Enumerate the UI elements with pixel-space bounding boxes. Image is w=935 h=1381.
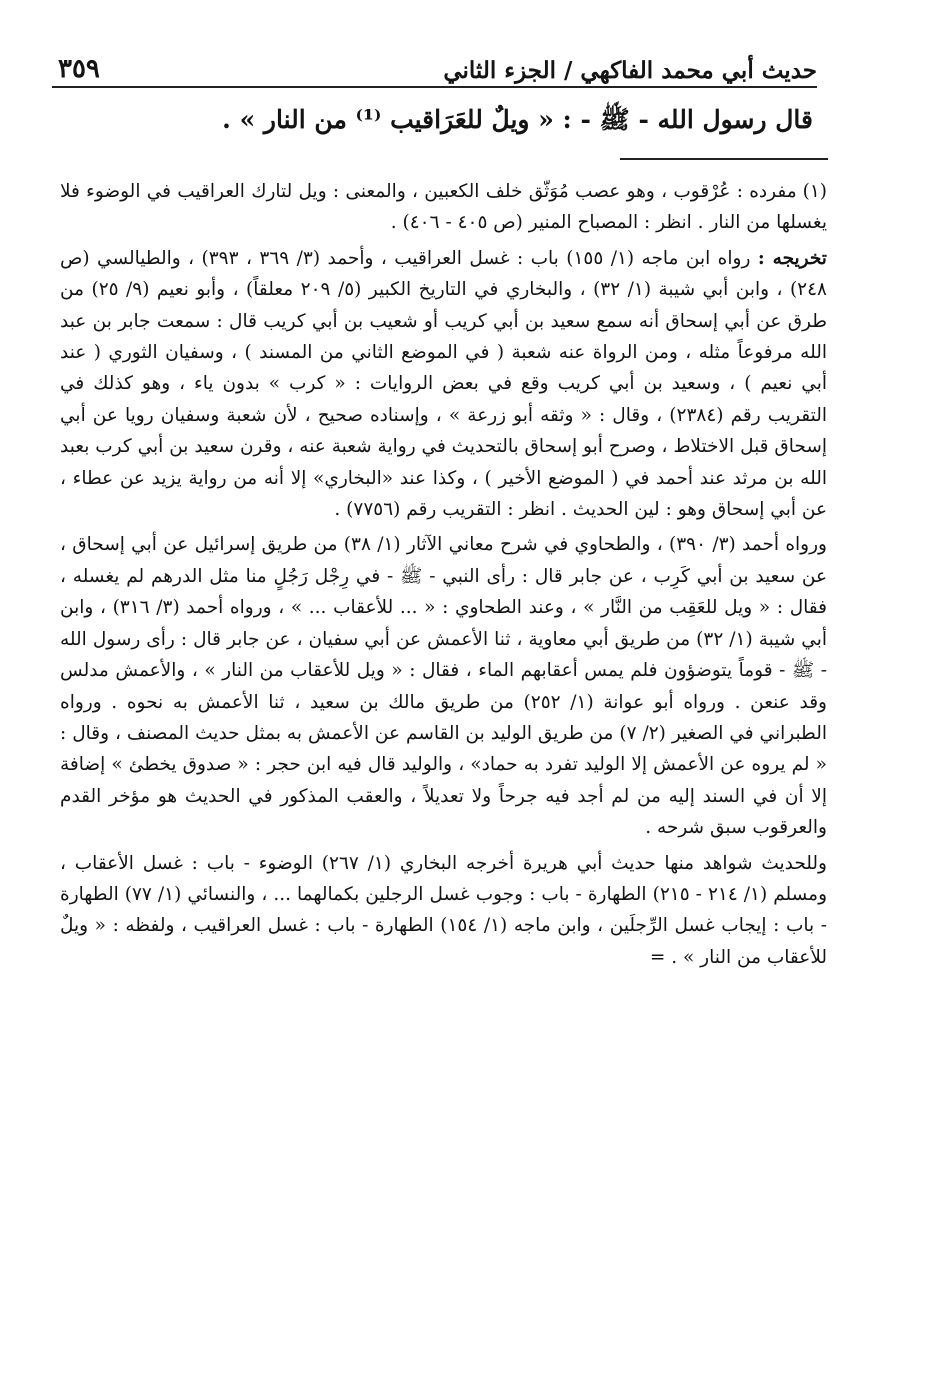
footnote-definition: مفرده : عُرْقوب ، وهو عصب مُوَثّق خلف الكعبين ، والمعنى : ويل لتارك العراقيب في الوضوء فلا يغسلها من النار . انظر : المصباح المنير (ص ٤٠٥ - ٤٠٦) .: [60, 181, 827, 234]
footnote-separator: [620, 158, 828, 160]
footnote-definition-paragraph: [60, 176, 827, 239]
page-number: ٣٥٩: [58, 54, 100, 84]
takhrij-label: تخريجه :: [757, 247, 827, 269]
header-title: حديث أبي محمد الفاكهي / الجزء الثاني: [443, 57, 817, 84]
running-header: [58, 40, 817, 84]
footnote-paragraph-3: وللحديث شواهد منها حديث أبي هريرة أخرجه البخاري (١/ ٢٦٧) الوضوء - باب : غسل الأعقاب ، ومسلم (١/ ٢١٤ - ٢١٥) الطهارة - باب : وجوب غسل الرجلين بكمالهما ... ، والنسائي (١/ ٧٧) الطهارة - باب : إيجاب غسل الرِّجلَين ، وابن ماجه (١/ ١٥٤) الطهارة - باب : غسل العراقيب ، ولفظه : « ويلٌ للأعقاب من النار » . =: [60, 852, 827, 968]
takhrij-paragraph: [60, 243, 827, 526]
footnote-number: (١): [802, 181, 827, 202]
footnotes: [60, 176, 827, 973]
footnote-paragraph-2: ورواه أحمد (٣/ ٣٩٠) ، والطحاوي في شرح معاني الآثار (١/ ٣٨) من طريق إسرائيل عن أبي إسحاق ، عن سعيد بن أبي كَرِب ، عن جابر قال : رأى النبي - ﷺ - في رِجْل رَجُلٍ منا مثل الدرهم لم يغسله ، فقال : « ويل للعَقِب من النَّار » ، وعند الطحاوي : « ... للأعقاب ... » ، ورواه أحمد (٣/ ٣١٦) ، وابن أبي شيبة (١/ ٣٢) من طريق أبي معاوية ، ثنا الأعمش عن أبي سفيان ، عن جابر قال : رأى رسول الله - ﷺ - قوماً يتوضؤون فلم يمس أعقابهم الماء ، فقال : « ويل للأعقاب من النار » ، والأعمش مدلس وقد عنعن . ورواه أبو عوانة (١/ ٢٥٢) من طريق مالك بن سعيد ، ثنا الأعمش به نحوه . ورواه الطبراني في الصغير (٢/ ٧) من طريق الوليد بن القاسم عن الأعمش به بمثل حديث المصنف ، وقال : « لم يروه عن الأعمش إلا الوليد تفرد به حماد» ، والوليد قال فيه ابن حجر : « صدوق يخطئ » إضافة إلا أن في السند إليه من لم أجد فيه جرحاً ولا تعديلاً ، والعقب المذكور في الحديث هو مؤخر القدم والعرقوب سبق شرحه .: [60, 534, 827, 839]
hadith-text: قال رسول الله - ﷺ - : « ويلٌ للعَرَاقيب ⁽¹⁾ من النار » .: [222, 105, 813, 134]
header-rule: [52, 86, 817, 88]
takhrij-text: رواه ابن ماجه (١/ ١٥٥) باب : غسل العراقيب ، وأحمد (٣/ ٣٦٩ ، ٣٩٣) ، والطيالسي (ص ٢٤٨) ، وابن أبي شيبة (١/ ٣٢) ، والبخاري في التاريخ الكبير (٥/ ٢٠٩ معلقاً) ، وأبو نعيم (٩/ ٢٥) من طرق عن أبي إسحاق أنه سمع سعيد بن أبي كريب أو شعيب بن أبي كريب قال : سمعت جابر بن عبد الله مرفوعاً مثله ، ومن الرواة عنه شعبة ( في الموضع الثاني من المسند ) ، وسفيان الثوري ( عند أبي نعيم ) ، وسعيد بن أبي كريب وقع في بعض الروايات : « كرب » بدون ياء ، وهو كذلك في التقريب رقم (٢٣٨٤) ، وقال : « وثقه أبو زرعة » ، وإسناده صحيح ، لأن شعبة وسفيان رويا عن أبي إسحاق قبل الاختلاط ، وصرح أبو إسحاق بالتحديث في رواية شعبة عنه ، وقرن سعيد بن أبي كرب بعبد الله بن مرثد عند أحمد في ( الموضع الأخير ) ، وكذا عند «البخاري» إلا أنه من رواية يزيد عن عطاء ، عن أبي إسحاق وهو : لين الحديث . انظر : التقريب رقم (٧٧٥٦) .: [60, 247, 827, 521]
